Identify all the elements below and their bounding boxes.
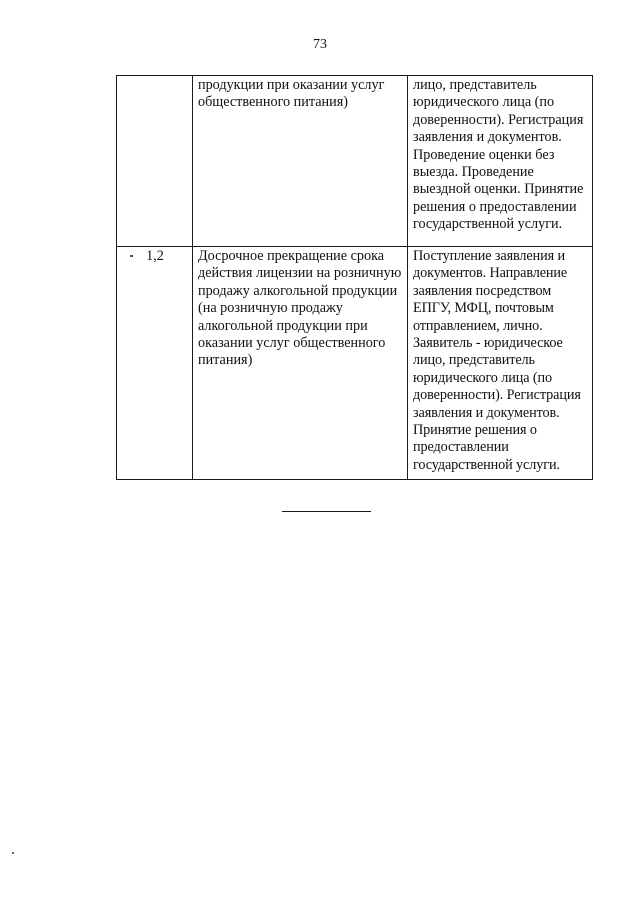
service-name-cell: продукции при оказании услуг общественного питания) — [193, 76, 408, 247]
page-number: 73 — [313, 37, 327, 52]
procedure-cell: лицо, представитель юридического лица (по доверенности). Регистрация заявления и документов. Проведение оценки без выезда. Проведение выездной оценки. Принятие решения о предоставлении государственной услуги. — [408, 76, 593, 247]
table-row — [117, 247, 593, 480]
table-row — [117, 76, 593, 247]
end-of-document-rule — [282, 511, 371, 512]
services-table — [116, 75, 593, 480]
row-number-cell — [117, 76, 193, 247]
scan-artifact — [12, 852, 14, 854]
row-number-cell: 1,2 — [117, 247, 193, 480]
scan-artifact — [130, 255, 133, 257]
procedure-cell: Поступление заявления и документов. Направление заявления посредством ЕПГУ, МФЦ, почтовым отправлением, лично. Заявитель - юридическое лицо, представитель юридического лица (по доверенности). Регистрация заявления и документов. Принятие решения о предоставлении государственной услуги. — [408, 247, 593, 480]
service-name-cell: Досрочное прекращение срока действия лицензии на розничную продажу алкогольной продукции (на розничную продажу алкогольной продукции при оказании услуг общественного питания) — [193, 247, 408, 480]
